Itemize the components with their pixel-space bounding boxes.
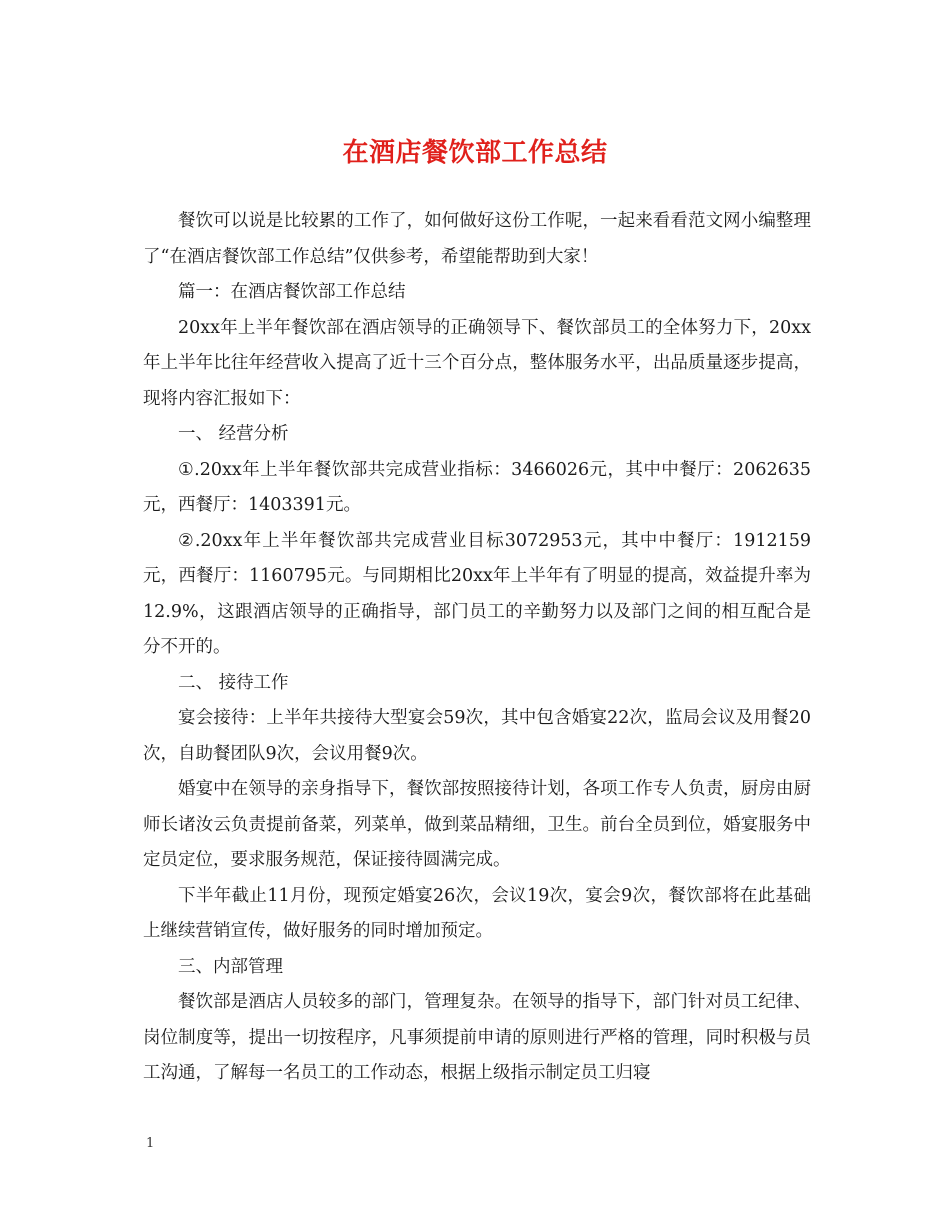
paragraph-section-heading: 篇一：在酒店餐饮部工作总结 bbox=[178, 282, 406, 302]
paragraph-management: 餐饮部是酒店人员较多的部门，管理复杂。在领导的指导下，部门针对员工纪律、岗位制度等，提出一切按程序，凡事须提前申请的原则进行严格的管理，同时积极与员工沟通，了解每一名员工的工作动态，根据上级指示制定员工归寝 bbox=[143, 992, 811, 1083]
paragraph-revenue-target: ①.20xx年上半年餐饮部共完成营业指标：3466026元，其中中餐厅：2062635元，西餐厅：1403391元。 bbox=[143, 459, 811, 515]
paragraph-summary: 20xx年上半年餐饮部在酒店领导的正确领导下、餐饮部员工的全体努力下，20xx年上半年比往年经营收入提高了近十三个百分点，整体服务水平，出品质量逐步提高，现将内容汇报如下： bbox=[143, 317, 811, 409]
paragraph-revenue-actual: ②.20xx年上半年餐饮部共完成营业目标3072953元，其中中餐厅：1912159元，西餐厅：1160795元。与同期相比20xx年上半年有了明显的提高，效益提升率为12.9%，这跟酒店领导的正确指导，部门员工的辛勤努力以及部门之间的相互配合是分不开的。 bbox=[143, 530, 811, 657]
heading-reception-work: 二、 接待工作 bbox=[178, 672, 289, 693]
heading-internal-management: 三、内部管理 bbox=[178, 956, 283, 977]
document-title: 在酒店餐饮部工作总结 bbox=[342, 138, 608, 168]
page-number: 1 bbox=[146, 1136, 155, 1151]
heading-business-analysis: 一、 经营分析 bbox=[178, 424, 289, 444]
document-body bbox=[143, 204, 811, 1092]
paragraph-banquet-reception: 宴会接待：上半年共接待大型宴会59次，其中包含婚宴22次，监局会议及用餐20次，自助餐团队9次，会议用餐9次。 bbox=[143, 708, 811, 764]
paragraph-intro: 餐饮可以说是比较累的工作了，如何做好这份工作呢，一起来看看范文网小编整理了“在酒店餐饮部工作总结”仅供参考，希望能帮助到大家！ bbox=[143, 211, 811, 267]
paragraph-wedding-banquet: 婚宴中在领导的亲身指导下，餐饮部按照接待计划，各项工作专人负责，厨房由厨师长诸汝云负责提前备菜，列菜单，做到菜品精细，卫生。前台全员到位，婚宴服务中定员定位，要求服务规范，保证接待圆满完成。 bbox=[143, 779, 811, 870]
paragraph-second-half: 下半年截止11月份，现预定婚宴26次，会议19次，宴会9次，餐饮部将在此基础上继续营销宣传，做好服务的同时增加预定。 bbox=[143, 885, 811, 941]
